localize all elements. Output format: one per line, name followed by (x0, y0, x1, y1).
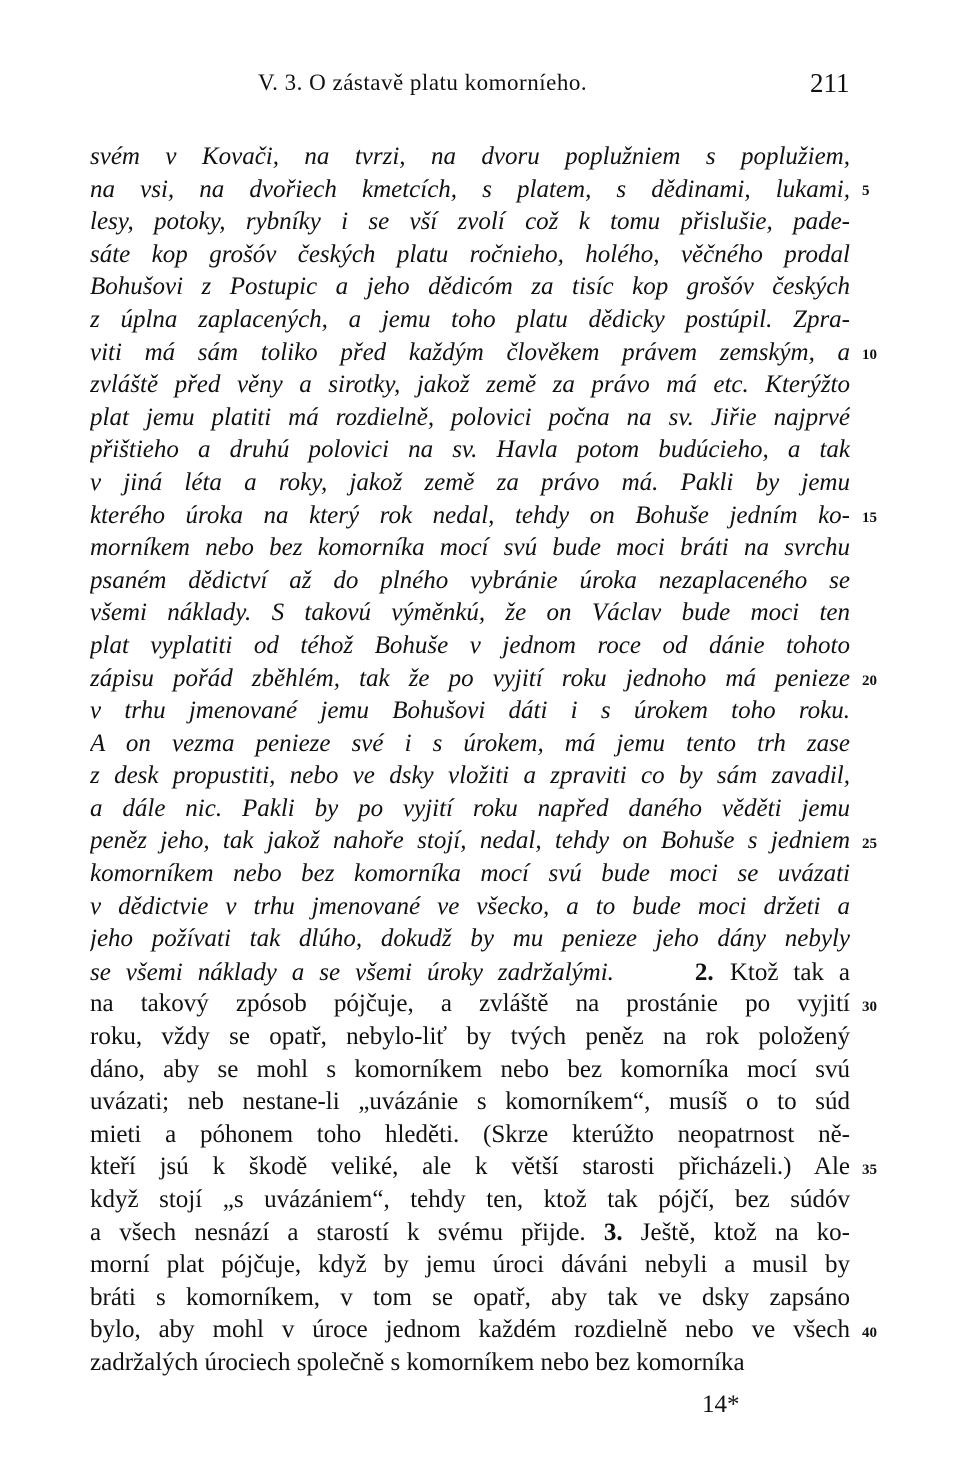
line-number: 15 (862, 510, 877, 526)
line-number: 20 (862, 673, 877, 689)
text-line: viti má sám toliko před každým člověkem právem zemským, a (90, 338, 850, 366)
line-number: 30 (862, 999, 877, 1015)
text-line: plat jemu platiti má rozdielně, polovici počna na sv. Jiřie najprvé (90, 403, 850, 431)
text-line: roku, vždy se opatř, nebylo-liť by tvých peněz na rok položený (90, 1023, 850, 1051)
text-line: všemi náklady. S takovú výměnkú, že on Václav bude moci ten (90, 599, 850, 627)
line-number: 5 (862, 183, 870, 199)
text-line: peněz jeho, tak jakož nahoře stojí, nedal, tehdy on Bohuše s jedniem (90, 827, 850, 855)
text-line: psaném dědictví až do plného vybránie úroka nezaplaceného se (90, 566, 850, 594)
signature-mark: 14* (702, 1391, 740, 1418)
running-header (0, 64, 960, 104)
text-segment-roman: Ještě, ktož na ko- (640, 1218, 850, 1246)
text-line: A on vezma penieze své i s úrokem, má jemu tento trh zase (90, 729, 850, 757)
text-segment-italic: se všemi náklady a se všemi úroky zadržalými. (90, 958, 614, 986)
text-line: bráti s komorníkem, v tom se opatř, aby tak ve dsky zapsáno (90, 1283, 850, 1311)
text-line: přištieho a druhú polovici na sv. Havla potom budúcieho, a tak (90, 436, 850, 464)
running-title: V. 3. O zástavě platu komorníeho. (258, 70, 588, 95)
text-line-mixed (90, 1217, 850, 1250)
text-line: jeho požívati tak dlúho, dokudž by mu penieze jeho dány nebyly (90, 925, 850, 953)
text-line: kteří jsú k škodě veliké, ale k větší starosti přicházeli.) Ale (90, 1153, 850, 1181)
text-line: plat vyplatiti od téhož Bohuše v jednom roce od dánie tohoto (90, 631, 850, 659)
text-line: morní plat pójčuje, když by jemu úroci dáváni nebyli a musil by (90, 1251, 850, 1279)
line-number: 40 (862, 1325, 877, 1341)
text-line: zadržalých úrociech společně s komorníkem nebo bez komorníka (90, 1348, 745, 1376)
text-line: dáno, aby se mohl s komorníkem nebo bez komorníka mocí svú (90, 1055, 850, 1083)
text-line: mieti a póhonem toho hleděti. (Skrze kterúžto neopatrnost ně- (90, 1120, 850, 1148)
text-line: v jiná léta a roky, jakož země za právo má. Pakli by jemu (90, 468, 850, 496)
text-line: komorníkem nebo bez komorníka mocí svú bude moci se uvázati (90, 860, 850, 888)
text-line: kterého úroka na který rok nedal, tehdy on Bohuše jedním ko- (90, 501, 850, 529)
text-line: zápisu pořád zběhlém, tak že po vyjití roku jednoho má penieze (90, 664, 850, 692)
page-number: 211 (810, 68, 850, 98)
text-segment-roman: a všech nesnází a starostí k svému přijde. (90, 1218, 586, 1246)
text-line: zvláště před věny a sirotky, jakož země za právo má etc. Kterýžto (90, 371, 850, 399)
text-line: lesy, potoky, rybníky i se vší zvolí což k tomu přislušie, pade- (90, 208, 850, 236)
text-segment-roman: Ktož tak a (729, 958, 850, 986)
text-line: na takový zpósob pójčuje, a zvláště na prostánie po vyjití (90, 990, 850, 1018)
text-line: z desk propustiti, nebo ve dsky vložiti a zpraviti co by sám zavadil, (90, 762, 850, 790)
text-line: když stojí „s uvázániem“, tehdy ten, ktož tak pójčí, bez súdóv (90, 1186, 850, 1213)
text-line: morníkem nebo bez komorníka mocí svú bude moci bráti na svrchu (90, 534, 850, 562)
section-number: 2. (694, 958, 714, 986)
section-number: 3. (603, 1218, 623, 1246)
text-line: bylo, aby mohl v úroce jednom každém rozdielně nebo ve všech (90, 1316, 850, 1344)
text-line: v trhu jmenované jemu Bohušovi dáti i s úrokem toho roku. (90, 697, 850, 725)
body-text (90, 141, 850, 1380)
text-line: svém v Kovači, na tvrzi, na dvoru poplužniem s poplužiem, (90, 143, 850, 170)
text-line: Bohušovi z Postupic a jeho dědicóm za tisíc kop grošóv českých (90, 273, 850, 301)
line-number: 35 (862, 1162, 877, 1178)
text-line: v dědictvie v trhu jmenované ve všecko, a to bude moci držeti a (90, 892, 850, 920)
text-line: z úplna zaplacených, a jemu toho platu dědicky postúpil. Zpra- (90, 305, 850, 333)
text-line-mixed (90, 956, 850, 989)
text-line: a dále nic. Pakli by po vyjití roku napřed daného věděti jemu (90, 794, 850, 822)
line-number: 25 (862, 836, 877, 852)
line-number: 10 (862, 347, 877, 363)
text-line: sáte kop grošóv českých platu ročnieho, holého, věčného prodal (90, 240, 850, 268)
text-line: na vsi, na dvořiech kmetcích, s platem, s dědinami, lukami, (90, 175, 850, 203)
text-line: uvázati; neb nestane-li „uvázánie s komorníkem“, musíš o to súd (90, 1088, 850, 1116)
